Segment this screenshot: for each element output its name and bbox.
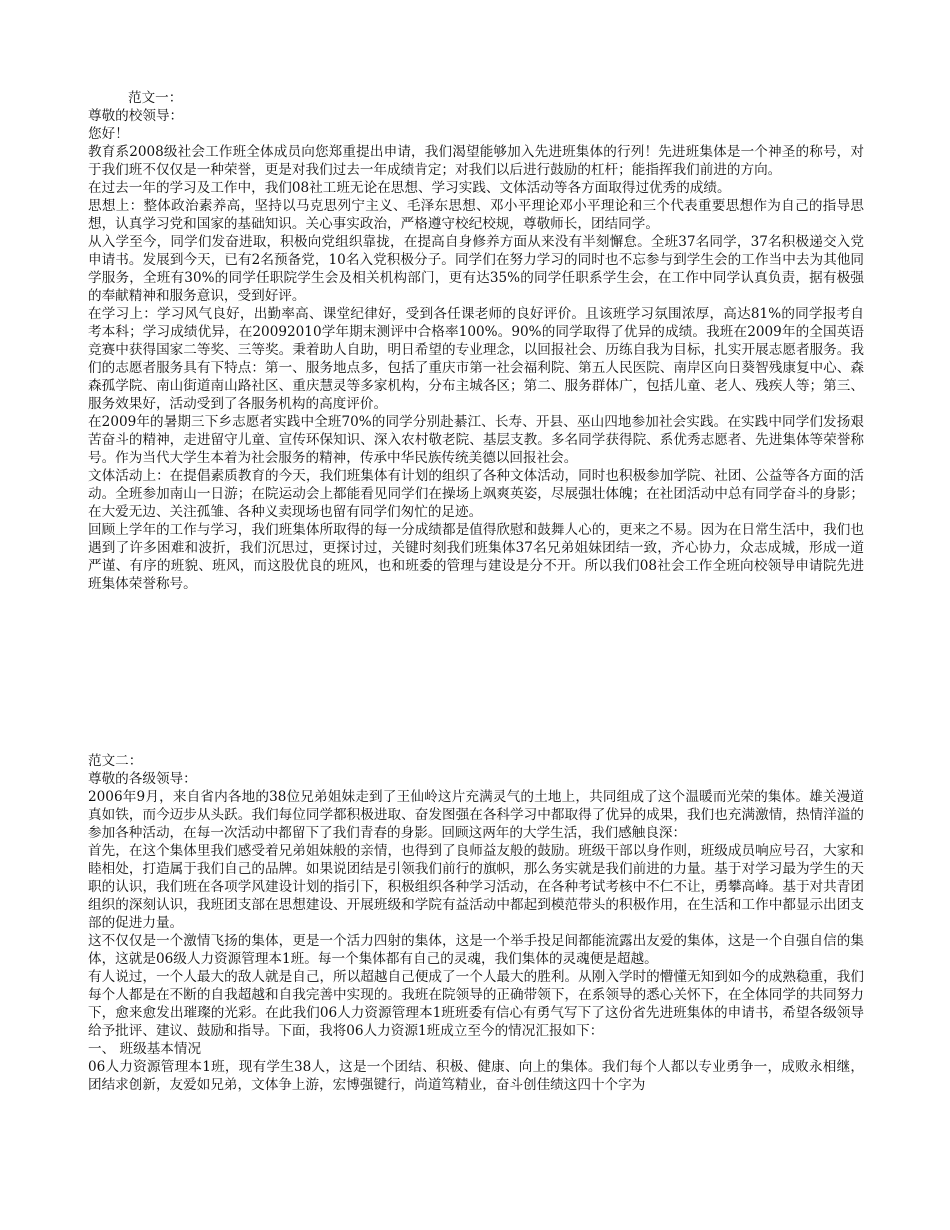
- greeting: 您好！: [88, 126, 129, 142]
- body-paragraph: 首先，在这个集体里我们感受着兄弟姐妹般的亲情，也得到了良师益友般的鼓励。班级干部以身作则，班级成员响应号召，大家和睦相处，打造属于我们自己的品牌。如果说团结是引领我们前行的旗帜，那么务实就是我们前进的力量。基于对学习最为学生的天职的认识，我们班在各项学风建设计划的指引下，积极组织各种学习活动，在各种考试考核中不仁不让，勇攀高峰。基于对共青团组织的深刻认识，我班团支部在思想建设、开展班级和学院有益活动中都起到模范带头的积极作用，在生活和工作中都显示出团支部的促进力量。: [88, 843, 864, 931]
- body-paragraph: 2006年9月，来自省内各地的38位兄弟姐妹走到了王仙岭这片充满灵气的土地上，共同组成了这个温暖而光荣的集体。雄关漫道真如铁，而今迈步从头跃。我们每位同学都积极进取、奋发图强在各科学习中都取得了优异的成果，我们也充满激情，热情洋溢的参加各种活动，在每一次活动中都留下了我们青春的身影。回顾这两年的大学生活，我们感触良深：: [88, 789, 864, 841]
- body-paragraph: 在学习上：学习风气良好，出勤率高、课堂纪律好，受到各任课老师的良好评价。且该班学习氛围浓厚，高达81%的同学报考自考本科；学习成绩优异，在20092010学年期末测评中合格率100%。90%的同学取得了优异的成绩。我班在2009年的全国英语竞赛中获得国家二等奖、三等奖。秉着助人自助，明日希望的专业理念，以回报社会、历练自我为目标，扎实开展志愿者服务。我们的志愿者服务具有下特点：第一、服务地点多，包括了重庆市第一社会福利院、第五人民医院、南岸区向日葵智残康复中心、森森孤学院、南山街道南山路社区、重庆慧灵等多家机构，分布主城各区；第二、服务群体广，包括儿童、老人、残疾人等；第三、服务效果好，活动受到了各服务机构的高度评价。: [88, 306, 864, 412]
- salutation: 尊敬的各级领导：: [88, 771, 197, 787]
- body-paragraph: 06人力资源管理本1班，现有学生38人，这是一个团结、积极、健康、向上的集体。我们每个人都以专业勇争一，成败永相继，团结求创新，友爱如兄弟，文体争上游，宏博强键行，尚道笃精业，奋斗创佳绩这四十个字为: [88, 1059, 864, 1093]
- body-paragraph: 从入学至今，同学们发奋进取，积极向党组织靠拢，在提高自身修养方面从来没有半刻懈怠。全班37名同学，37名积极递交入党申请书。发展到今天，已有2名预备党，10名入党积极分子。同学们在努力学习的同时也不忘参与到学生会的工作当中去为其他同学服务，全班有30%的同学任职院学生会及相关机构部门，更有达35%的同学任职系学生会，在工作中同学认真负责，据有极强的奉献精神和服务意识，受到好评。: [88, 234, 864, 304]
- section-heading: 范文一：: [128, 90, 183, 106]
- salutation: 尊敬的校领导：: [88, 108, 184, 124]
- sample-letter-one: [88, 89, 864, 593]
- body-paragraph: 文体活动上：在提倡素质教育的今天，我们班集体有计划的组织了各种文体活动，同时也积极参加学院、社团、公益等各方面的活动。全班参加南山一日游；在院运动会上都能看见同学们在操场上飒爽英姿，尽展强壮体魄；在社团活动中总有同学奋斗的身影；在大爱无边、关注孤雏、各种义卖现场也留有同学们匆忙的足迹。: [88, 468, 864, 520]
- body-paragraph: 在过去一年的学习及工作中，我们08社工班无论在思想、学习实践、文体活动等各方面取得过优秀的成绩。: [88, 180, 731, 196]
- body-paragraph: 回顾上学年的工作与学习，我们班集体所取得的每一分成绩都是值得欣慰和鼓舞人心的，更来之不易。因为在日常生活中，我们也遇到了许多困难和波折，我们沉思过，更探讨过，关键时刻我们班集体37名兄弟姐妹团结一致，齐心协力，众志成城，形成一道严谨、有序的班貌、班风，而这股优良的班风，也和班委的管理与建设是分不开。所以我们08社会工作全班向校领导申请院先进班集体荣誉称号。: [88, 522, 864, 592]
- sample-letter-two: [88, 752, 864, 1094]
- body-paragraph: 教育系2008级社会工作班全体成员向您郑重提出申请，我们渴望能够加入先进班集体的行列！先进班集体是一个神圣的称号，对于我们班不仅仅是一种荣誉，更是对我们过去一年成绩肯定；对我们以后进行鼓励的杠杆；能指挥我们前进的方向。: [88, 144, 864, 178]
- body-paragraph: 在2009年的暑期三下乡志愿者实践中全班70%的同学分别赴綦江、长寿、开县、巫山四地参加社会实践。在实践中同学们发扬艰苦奋斗的精神，走进留守儿童、宣传环保知识、深入农村敬老院、基层支教。多名同学获得院、系优秀志愿者、先进集体等荣誉称号。作为当代大学生本着为社会服务的精神，传承中华民族传统美德以回报社会。: [88, 414, 864, 466]
- body-paragraph: 这不仅仅是一个激情飞扬的集体，更是一个活力四射的集体，这是一个举手投足间都能流露出友爱的集体，这是一个自强自信的集体，这就是06级人力资源管理本1班。每一个集体都有自己的灵魂，我们集体的灵魂便是超越。: [88, 933, 864, 967]
- body-paragraph: 思想上：整体政治素养高，坚持以马克思列宁主义、毛泽东思想、邓小平理论邓小平理论和三个代表重要思想作为自己的指导思想，认真学习党和国家的基础知识。关心事实政治，严格遵守校纪校规，尊敬师长，团结同学。: [88, 198, 864, 232]
- body-paragraph: 有人说过，一个人最大的敌人就是自己，所以超越自己便成了一个人最大的胜利。从刚入学时的懵懂无知到如今的成熟稳重，我们每个人都是在不断的自我超越和自我完善中实现的。我班在院领导的正确带领下，在系领导的悉心关怀下，在全体同学的共同努力下，愈来愈发出璀璨的光彩。在此我们06人力资源管理本1班班委有信心有勇气写下了这份省先进班集体的申请书，希望各级领导给予批评、建议、鼓励和指导。下面，我将06人力资源1班成立至今的情况汇报如下：: [88, 969, 864, 1039]
- section-heading: 范文二：: [88, 753, 143, 769]
- subsection-heading: 一、 班级基本情况: [88, 1041, 202, 1057]
